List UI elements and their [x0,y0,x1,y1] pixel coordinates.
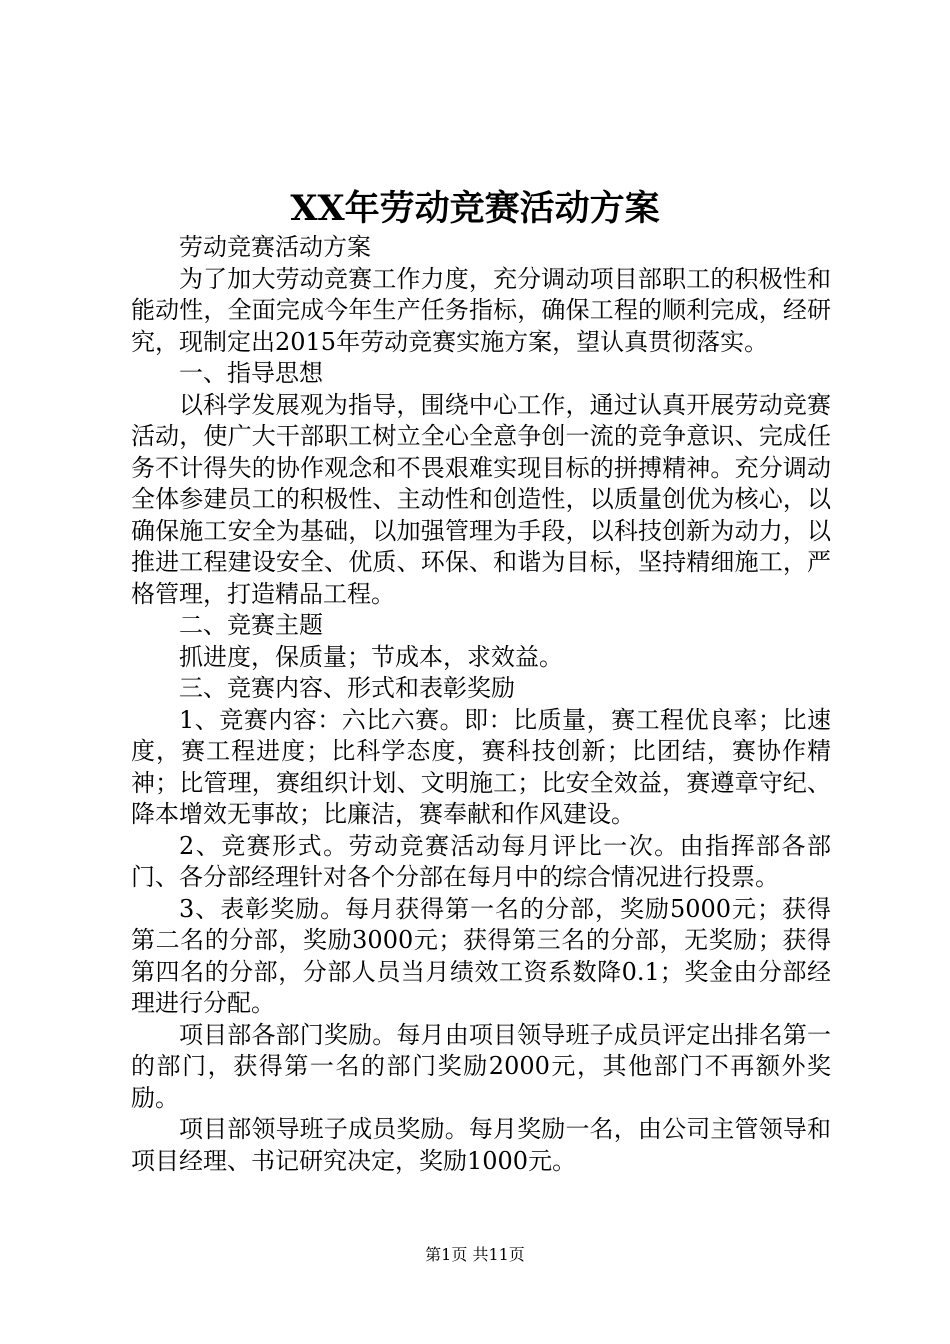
section-heading-content: 三、竞赛内容、形式和表彰奖励 [179,674,515,702]
paragraph-intro: 为了加大劳动竞赛工作力度，充分调动项目部职工的积极性和能动性，全面完成今年生产任务指标，确保工程的顺利完成，经研究，现制定出2015年劳动竞赛实施方案，望认真贯彻落实。 [131,264,831,356]
paragraph-guiding-thought: 以科学发展观为指导，围绕中心工作，通过认真开展劳动竞赛活动，使广大干部职工树立全心全意争创一流的竞争意识、完成任务不计得失的协作观念和不畏艰难实现目标的拼搏精神。充分调动全体参建员工的积极性、主动性和创造性，以质量创优为核心，以确保施工安全为基础，以加强管理为手段，以科技创新为动力，以推进工程建设安全、优质、环保、和谐为目标，坚持精细施工，严格管理，打造精品工程。 [131,390,831,608]
section-heading-guiding-thought: 一、指导思想 [179,359,323,387]
document-title: XX年劳动竞赛活动方案 [290,188,660,229]
paragraph-department-rewards: 项目部各部门奖励。每月由项目领导班子成员评定出排名第一的部门，获得第一名的部门奖励2000元，其他部门不再额外奖励。 [131,1020,831,1112]
paragraph-content: 1、竞赛内容：六比六赛。即：比质量，赛工程优良率；比速度，赛工程进度；比科学态度，赛科技创新；比团结，赛协作精神；比管理，赛组织计划、文明施工；比安全效益，赛遵章守纪、降本增效无事故；比廉洁，赛奉献和作风建设。 [131,705,831,828]
paragraph-theme: 抓进度，保质量；节成本，求效益。 [179,642,563,671]
page-number: 第1页 共11页 [425,1245,525,1264]
paragraph-leadership-rewards: 项目部领导班子成员奖励。每月奖励一名，由公司主管领导和项目经理、书记研究决定，奖励1000元。 [131,1115,831,1175]
paragraph-rewards: 3、表彰奖励。每月获得第一名的分部，奖励5000元；获得第二名的分部，奖励3000元；获得第三名的分部，无奖励；获得第四名的分部，分部人员当月绩效工资系数降0.1；奖金由分部经理进行分配。 [131,894,831,1017]
section-heading-theme: 二、竞赛主题 [179,611,323,639]
paragraph-form: 2、竞赛形式。劳动竞赛活动每月评比一次。由指挥部各部门、各分部经理针对各个分部在每月中的综合情况进行投票。 [131,831,831,891]
paragraph-subtitle: 劳动竞赛活动方案 [179,233,371,261]
document-body [131,232,831,1177]
